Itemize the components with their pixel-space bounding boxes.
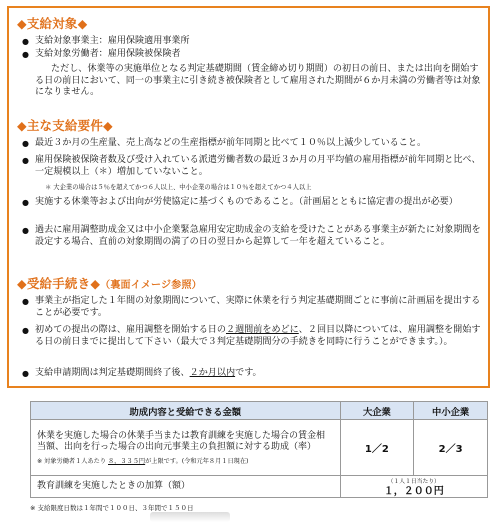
section-title-eligibility: ◆支給対象◆ (17, 16, 88, 31)
bullet-icon: ● (22, 297, 29, 306)
bullet-text-underlined: ２週間前をめどに (225, 325, 299, 335)
list-item (22, 225, 485, 248)
bullet-text: 実施する休業等および出向が労使協定に基づくものであること。（計画届とともに協定書の提出が必要） (35, 197, 458, 207)
bullet-text: 最近３か月の生産量、売上高などの生産指標が前年同期と比べて１０％以上減少していること。 (35, 138, 427, 148)
bullet-icon: ● (22, 139, 29, 148)
subsidy-table (30, 401, 488, 498)
row-label: 教育訓練を実施したときの加算（額） (31, 476, 341, 498)
table-row (31, 476, 488, 498)
row-note-b: が上限です。(令和元年８月１日現在) (145, 457, 249, 465)
list-item (22, 325, 485, 348)
bullet-text-b: です。 (235, 368, 262, 378)
section-title-requirements: ◆主な支給要件◆ (17, 118, 113, 133)
per-person-note: （１人１日当たり） (387, 478, 440, 485)
bullet-text: 支給対象事業主：雇用保険適用事業所 (35, 36, 190, 46)
footnote: ※ 支給限度日数は１年間で１００日、３年間で１５０日 (30, 504, 194, 512)
list-item (22, 296, 485, 319)
bullet-icon: ● (22, 226, 29, 235)
rate-large: 1／2 (340, 420, 414, 476)
section-title-text: ◆受給手続き◆ (17, 276, 101, 291)
bullet-text-b: 、２回目以降については、雇用調整を開始する日の前日までに提出して下さい（最大で３判定基礎期間分の手続きを同時に行うことができます。）。 (35, 325, 481, 347)
row-note-amount: ８，３３５円 (108, 457, 146, 465)
list-item (22, 49, 475, 61)
row-note (37, 456, 334, 465)
table-header-row (31, 402, 488, 420)
list-item (22, 368, 485, 380)
list-item (22, 138, 485, 150)
training-amount: １，２００円 (383, 485, 444, 497)
paragraph-exclusion: ただし、休業等の実施単位となる判定基礎期間（賃金締め切り期間）の初日の前日、または出向を開始する日の前日において、同一の事業主に引き続き被保険者として雇用された期間が６か月未満の労働者等は対象になりません。 (35, 64, 481, 98)
requirement-note: ＊ 大企業の場合は５％を超えてかつ６人以上、中小企業の場合は１０％を超えてかつ４人以上 (45, 184, 312, 191)
bullet-icon: ● (22, 156, 29, 165)
bullet-text: 事業主が指定した１年間の対象期間について、実際に休業を行う判定基礎期間ごとに事前に計画届を提出することが必要です。 (35, 296, 481, 318)
bullet-icon: ● (22, 326, 29, 335)
row-label: 休業を実施した場合の休業手当または教育訓練を実施した場合の賃金相当額、出向を行った場合の出向元事業主の負担額に対する助成（率） (37, 430, 326, 452)
table-row (31, 420, 488, 476)
rate-sme: 2／3 (414, 420, 488, 476)
header-content: 助成内容と受給できる金額 (31, 402, 341, 420)
list-item (22, 36, 475, 48)
bullet-icon: ● (22, 198, 29, 207)
bullet-text-a: 初めての提出の際は、雇用調整を開始する日の (35, 325, 226, 335)
bullet-icon: ● (22, 369, 29, 378)
section-title-procedure (17, 274, 202, 292)
bullet-text: 支給対象労働者：雇用保険被保険者 (35, 49, 181, 59)
row-note-a: ※ 対象労働者１人あたり (37, 457, 108, 465)
list-item (22, 155, 485, 178)
cropped-element (150, 512, 230, 522)
training-amount-cell (340, 476, 487, 498)
bullet-icon: ● (22, 50, 29, 59)
bullet-text-underlined: ２か月以内 (189, 368, 236, 378)
section-title-note: （裏面イメージ参照） (100, 280, 202, 291)
bullet-icon: ● (22, 37, 29, 46)
header-large: 大企業 (340, 402, 414, 420)
row-label-cell (31, 420, 341, 476)
bullet-text-a: 支給申請期間は判定基礎期間終了後、 (35, 368, 190, 378)
list-item (22, 197, 485, 209)
info-panel (7, 6, 490, 388)
bullet-text: 過去に雇用調整助成金又は中小企業緊急雇用安定助成金の支給を受けたことがある事業主が新たに対象期間を設定する場合、直前の対象期間の満了の日の翌日から起算して一年を超えていること。 (35, 225, 481, 247)
header-sme: 中小企業 (414, 402, 488, 420)
bullet-text: 雇用保険被保険者数及び受け入れている派遣労働者数の最近３か月の月平均値の雇用指標が前年同期と比べ、一定規模以上（＊）増加していないこと。 (35, 155, 481, 177)
